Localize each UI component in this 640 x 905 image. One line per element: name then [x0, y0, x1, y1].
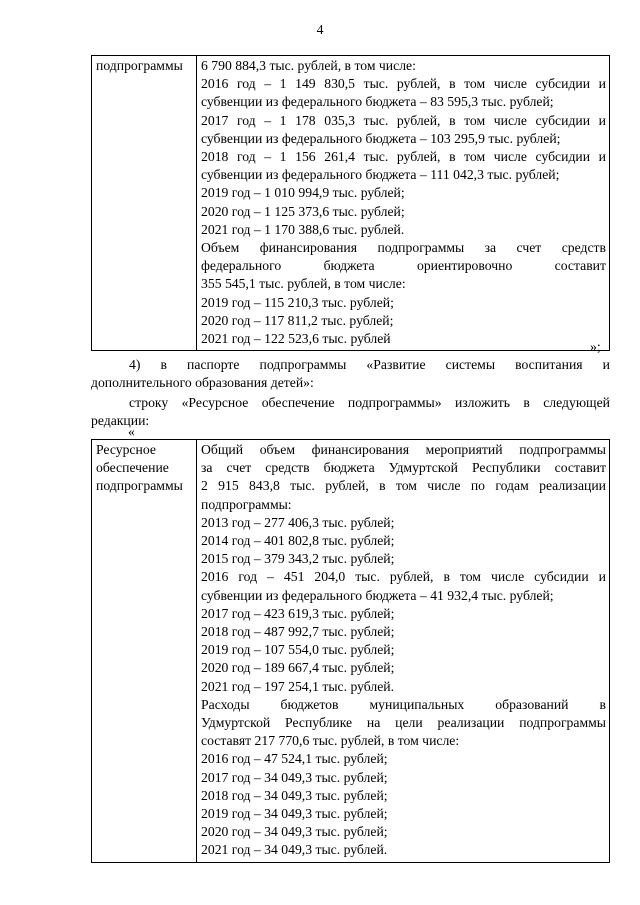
table-line: 2017 год – 1 178 035,3 тыс. рублей, в том числе субсидии и — [201, 112, 606, 128]
table-line: 2014 год – 401 802,8 тыс. рублей; — [201, 533, 395, 549]
funding-table-continued — [91, 55, 610, 351]
resource-provision-table — [91, 439, 610, 863]
table-line: 2019 год – 107 554,0 тыс. рублей; — [201, 642, 395, 658]
table-line: 2020 год – 189 667,4 тыс. рублей; — [201, 660, 395, 676]
table-line: 2020 год – 34 049,3 тыс. рублей; — [201, 824, 388, 840]
instruction-line2: редакции: — [91, 413, 150, 428]
row-content-cell — [197, 56, 610, 351]
table-line: 2019 год – 1 010 994,9 тыс. рублей; — [201, 185, 405, 201]
table-line: 2019 год – 115 210,3 тыс. рублей; — [201, 294, 394, 310]
table-line: 2021 год – 1 170 388,6 тыс. рублей. — [201, 221, 405, 237]
table-line: субвенции из федерального бюджета – 41 932,4 тыс. рублей; — [201, 587, 554, 603]
instruction-line1: строку «Ресурсное обеспечение подпрограммы» изложить в следующей — [129, 395, 610, 410]
table-line: 355 545,1 тыс. рублей, в том числе: — [201, 276, 406, 292]
row-label: обеспечение — [96, 460, 169, 476]
table-line: 2018 год – 487 992,7 тыс. рублей; — [201, 624, 395, 640]
table-line: 2021 год – 34 049,3 тыс. рублей. — [201, 842, 388, 858]
table-line: 2020 год – 117 811,2 тыс. рублей; — [201, 312, 394, 328]
table-line: субвенции из федерального бюджета – 83 595,3 тыс. рублей; — [201, 94, 554, 110]
table-line: 2017 год – 34 049,3 тыс. рублей; — [201, 769, 388, 785]
table-line: 2015 год – 379 343,2 тыс. рублей; — [201, 551, 395, 567]
table-line: Расходы бюджетов муниципальных образований в — [201, 696, 606, 712]
row-content-cell — [197, 440, 610, 863]
table-line: 2021 год – 122 523,6 тыс. рублей — [201, 331, 391, 347]
table-line: 2021 год – 197 254,1 тыс. рублей. — [201, 678, 395, 694]
table-line: подпрограммы: — [201, 496, 292, 512]
table-line: 2019 год – 34 049,3 тыс. рублей; — [201, 806, 388, 822]
row-label: Ресурсное — [96, 442, 156, 457]
table-line: 2 915 843,8 тыс. рублей, в том числе по годам реализации — [201, 478, 606, 494]
paragraph-item-4-line2: дополнительного образования детей»: — [91, 375, 314, 390]
row-label: подпрограммы — [96, 478, 183, 494]
row-label-cell — [92, 56, 197, 351]
table-line: федерального бюджета ориентировочно составит — [201, 258, 606, 274]
table-line: Общий объем финансирования мероприятий подпрограммы — [201, 442, 606, 457]
table-line: 2017 год – 423 619,3 тыс. рублей; — [201, 605, 395, 621]
table-line: составят 217 770,6 тыс. рублей, в том числе: — [201, 733, 460, 749]
row-label: подпрограммы — [96, 58, 183, 73]
opening-quote: « — [128, 424, 135, 439]
table-line: Удмуртской Республике на цели реализации подпрограммы — [201, 715, 606, 731]
page-number: 4 — [316, 22, 324, 37]
table-line: 2016 год – 451 204,0 тыс. рублей, в том числе субсидии и — [201, 569, 606, 585]
row-label-cell — [92, 440, 197, 863]
table-line: 2020 год – 1 125 373,6 тыс. рублей; — [201, 203, 405, 219]
table-line: субвенции из федерального бюджета – 103 295,9 тыс. рублей; — [201, 130, 561, 146]
table-row — [92, 56, 610, 351]
table-line: Объем финансирования подпрограммы за счет средств — [201, 240, 606, 256]
table-line: за счет средств бюджета Удмуртской Республики составит — [201, 460, 606, 476]
table-line: субвенции из федерального бюджета – 111 042,3 тыс. рублей; — [201, 167, 560, 183]
table-line: 2018 год – 1 156 261,4 тыс. рублей, в том числе субсидии и — [201, 149, 606, 165]
table-line: 2013 год – 277 406,3 тыс. рублей; — [201, 514, 395, 530]
table-line: 2016 год – 47 524,1 тыс. рублей; — [201, 751, 388, 767]
paragraph-item-4-line1: 4) в паспорте подпрограммы «Развитие системы воспитания и — [129, 357, 610, 372]
table-line: 2016 год – 1 149 830,5 тыс. рублей, в том числе субсидии и — [201, 76, 606, 92]
table-line: 2018 год – 34 049,3 тыс. рублей; — [201, 787, 388, 803]
table-line: 6 790 884,3 тыс. рублей, в том числе: — [201, 58, 416, 73]
table-row — [92, 440, 610, 863]
closing-quote: »; — [590, 339, 601, 354]
